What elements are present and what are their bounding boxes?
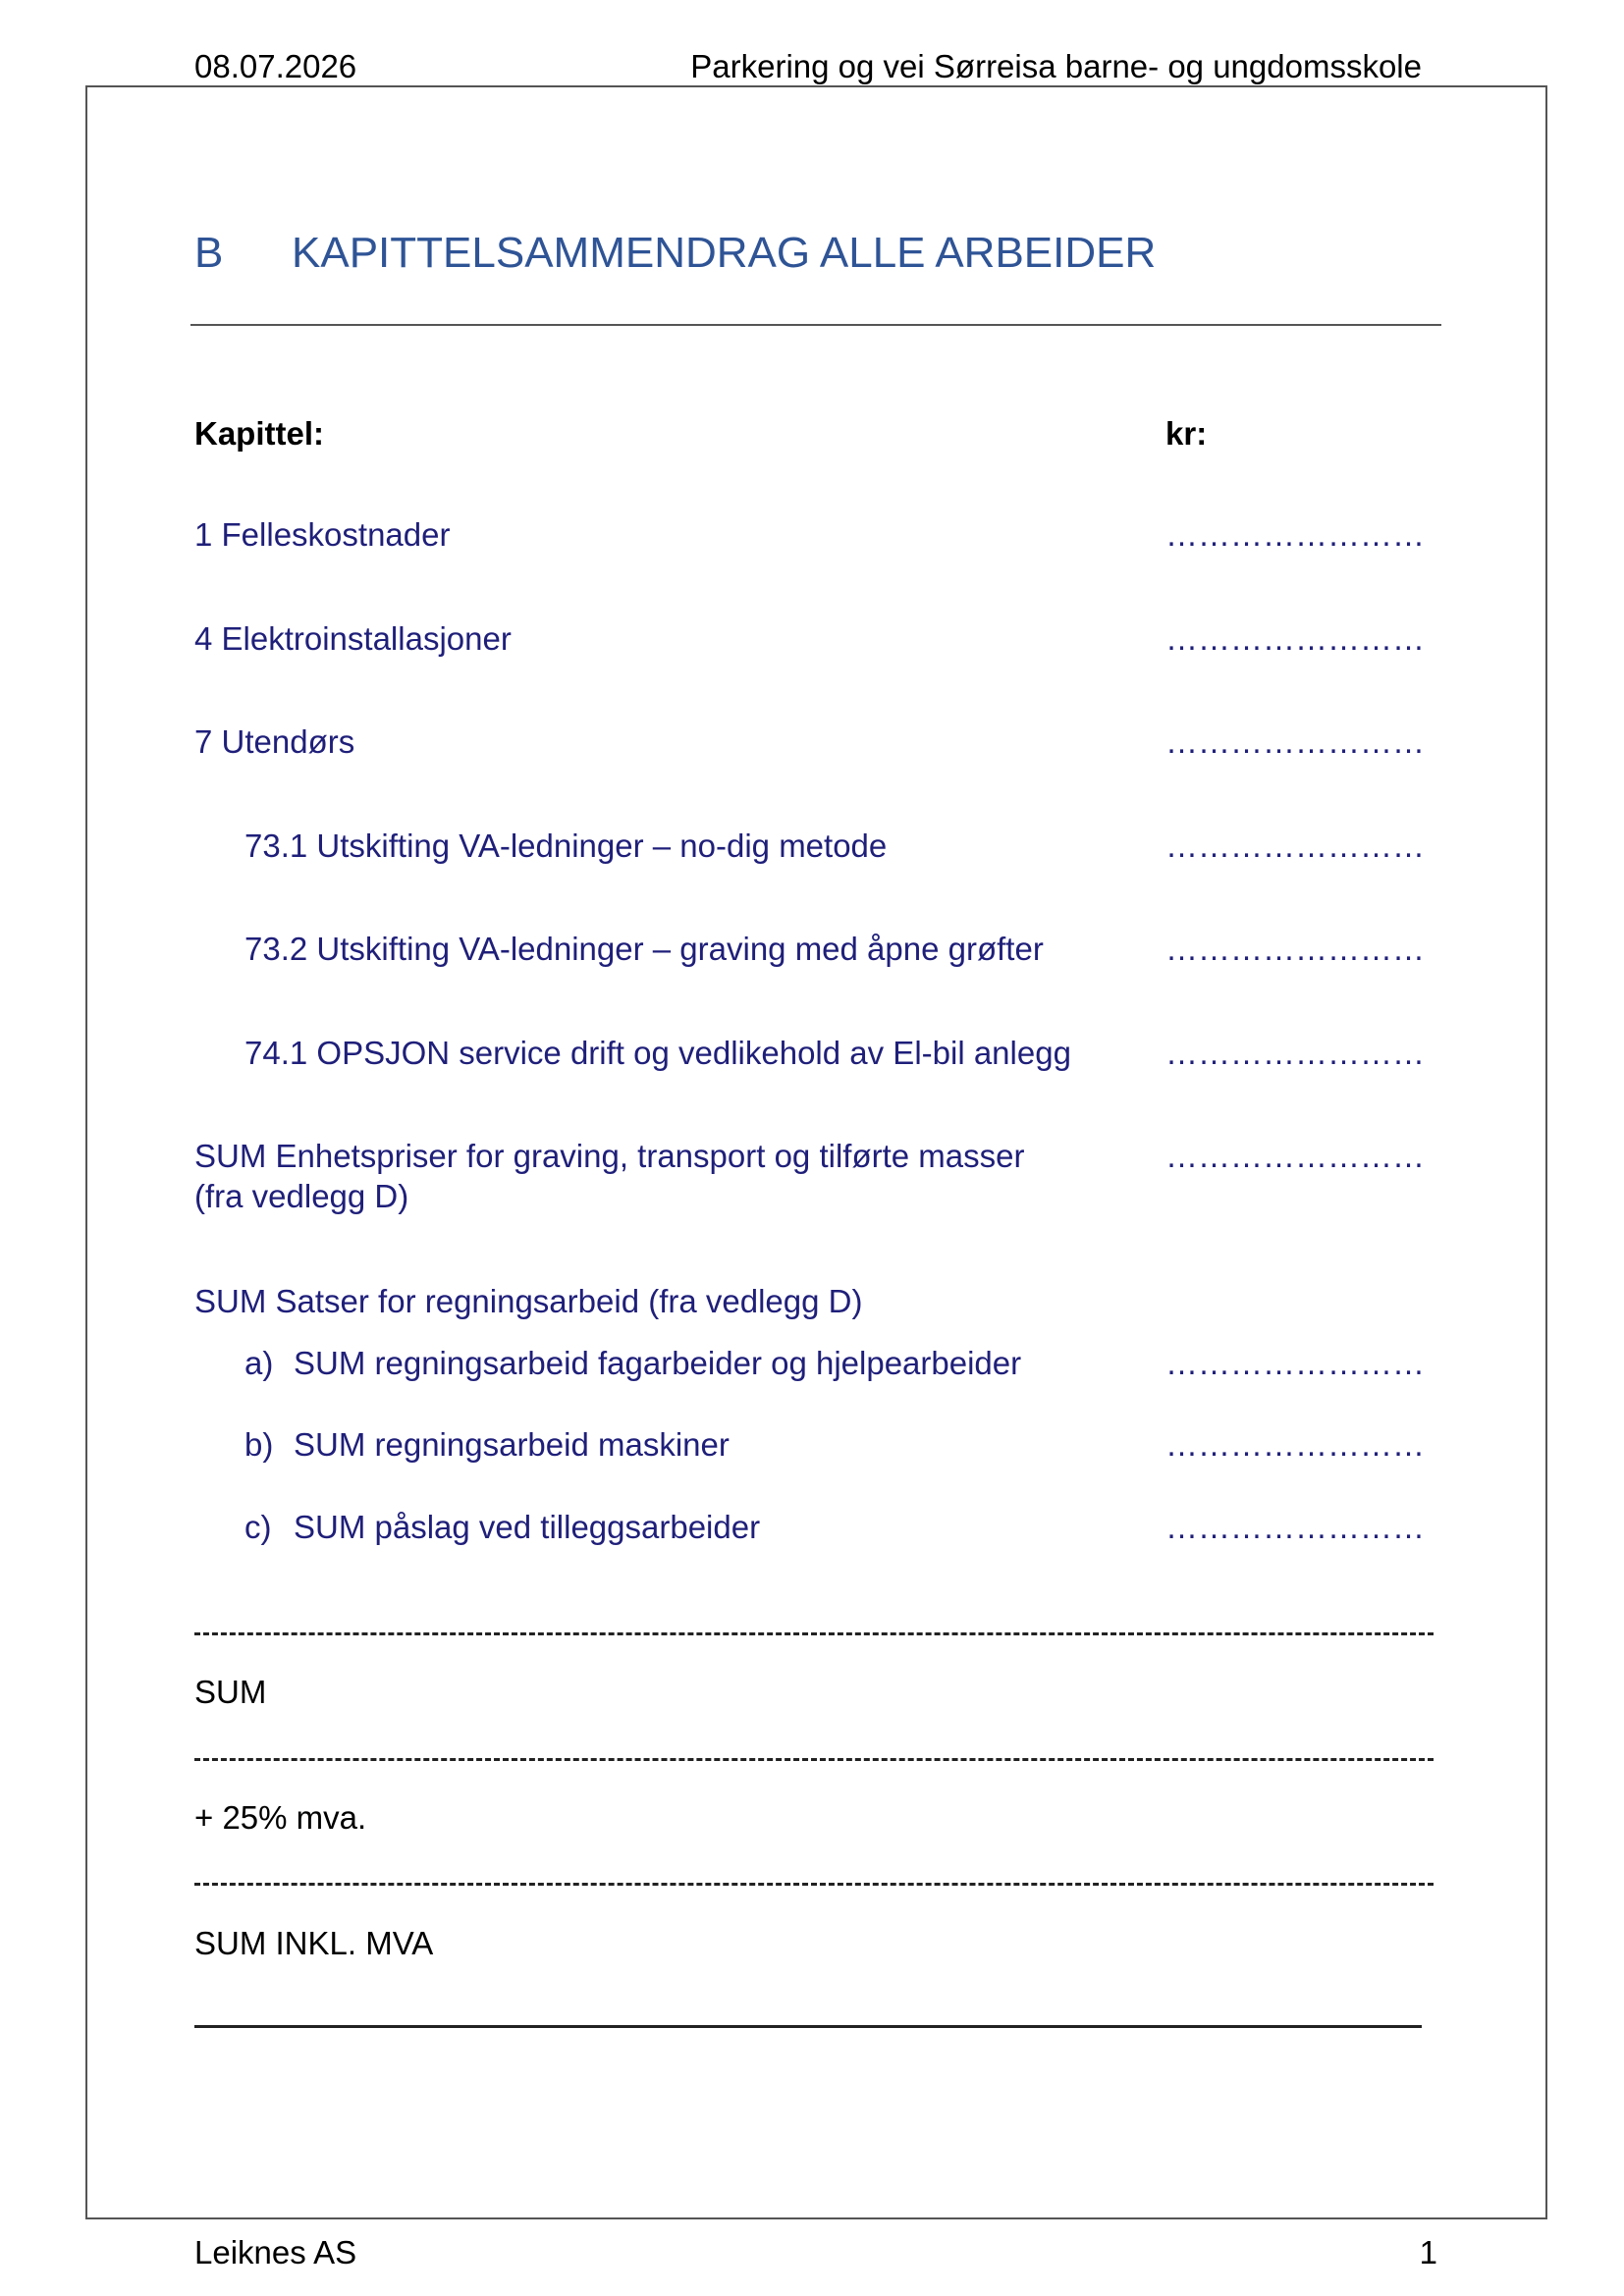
header-title: Parkering og vei Sørreisa barne- og ungdomsskole [690, 48, 1422, 84]
satser-item [244, 1426, 730, 1464]
heading-rule [190, 324, 1441, 326]
subchapter-row-label: 73.1 Utskifting VA-ledninger – no-dig metode [244, 828, 888, 864]
footer-company: Leiknes AS [194, 2234, 357, 2270]
amount-placeholder: …………………… [1165, 516, 1425, 553]
total-incl-vat-label: SUM INKL. MVA [194, 1925, 434, 1961]
total-sum-label: SUM [194, 1674, 267, 1710]
satser-item [244, 1345, 1021, 1382]
satser-item-letter: c) [244, 1509, 272, 1545]
section-title: KAPITTELSAMMENDRAG ALLE ARBEIDER [292, 229, 1157, 277]
page-number: 1 [1419, 2234, 1437, 2270]
dashed-separator [194, 1758, 1434, 1761]
satser-item-letter: a) [244, 1345, 274, 1381]
satser-item-label: SUM påslag ved tilleggsarbeider [294, 1509, 761, 1545]
subchapter-row-label: 74.1 OPSJON service drift og vedlikehold av El-bil anlegg [244, 1035, 1071, 1071]
chapter-row-label: 1 Felleskostnader [194, 516, 451, 553]
satser-item-label: SUM regningsarbeid maskiner [294, 1426, 730, 1463]
chapter-row-label: 7 Utendørs [194, 723, 355, 760]
bottom-rule [194, 2025, 1422, 2028]
amount-placeholder: …………………… [1165, 931, 1425, 967]
column-header-amount: kr: [1165, 415, 1208, 452]
section-letter: B [194, 229, 224, 277]
amount-placeholder: …………………… [1165, 1035, 1425, 1071]
column-header-chapter: Kapittel: [194, 415, 324, 452]
satser-item-label: SUM regningsarbeid fagarbeider og hjelpearbeider [294, 1345, 1022, 1381]
chapter-row-label: 4 Elektroinstallasjoner [194, 620, 512, 657]
subchapter-row-label: 73.2 Utskifting VA-ledninger – graving med åpne grøfter [244, 931, 1044, 967]
amount-placeholder: …………………… [1165, 828, 1425, 864]
vat-label: + 25% mva. [194, 1799, 367, 1836]
satser-item [244, 1509, 760, 1546]
satser-title: SUM Satser for regningsarbeid (fra vedlegg D) [194, 1283, 863, 1319]
dashed-separator [194, 1883, 1434, 1886]
satser-item-letter: b) [244, 1426, 274, 1463]
amount-placeholder: …………………… [1165, 620, 1425, 657]
dashed-separator [194, 1632, 1434, 1635]
amount-placeholder: …………………… [1165, 723, 1425, 760]
amount-placeholder: …………………… [1165, 1138, 1425, 1174]
amount-placeholder: …………………… [1165, 1426, 1425, 1463]
chapter-row-label: SUM Enhetspriser for graving, transport og tilførte masser [194, 1138, 1025, 1174]
amount-placeholder: …………………… [1165, 1509, 1425, 1545]
chapter-row-label-line2: (fra vedlegg D) [194, 1178, 409, 1214]
header-date: 08.07.2026 [194, 48, 357, 84]
section-heading [194, 226, 1156, 281]
amount-placeholder: …………………… [1165, 1345, 1425, 1381]
